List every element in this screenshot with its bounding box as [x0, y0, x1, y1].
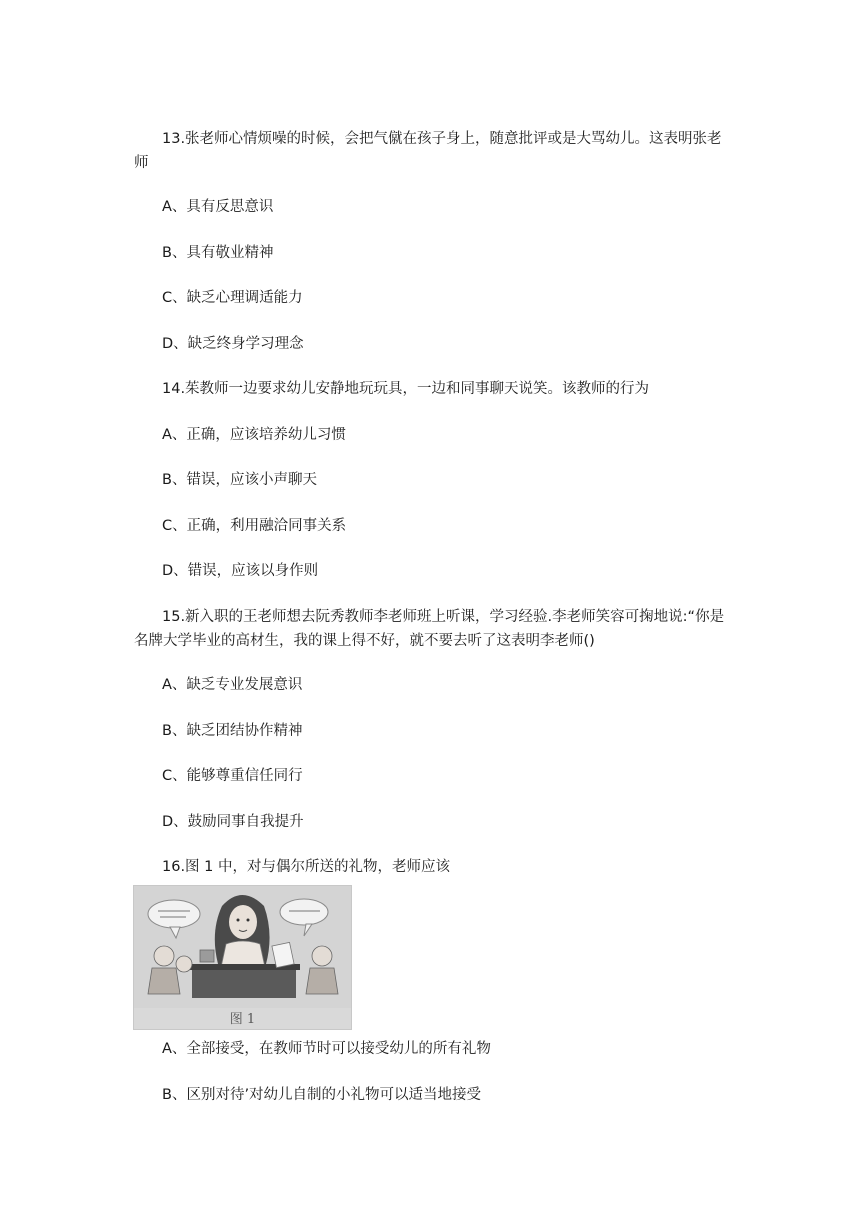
question-13-option-b: B、具有敬业精神 [162, 245, 274, 261]
question-14-option-d: D、错误，应该以身作则 [162, 563, 319, 579]
question-16-option-b: B、区别对待’对幼儿自制的小礼物可以适当地接受 [162, 1087, 482, 1103]
question-13-option-c: C、缺乏心理调适能力 [162, 290, 303, 306]
question-14-stem: 14.茱教师一边要求幼儿安静地玩玩具，一边和同事聊天说笑。该教师的行为 [162, 381, 650, 397]
figure-1-illustration [133, 885, 352, 1030]
question-14-option-a: A、正确，应该培养幼儿习惯 [162, 427, 346, 443]
question-13-stem: 13.张老师心情烦噪的时候，会把气僦在孩子身上，随意批评或是大骂幼儿。这表明张老师 [134, 131, 722, 171]
question-13-option-d: D、缺乏终身学习理念 [162, 336, 304, 352]
question-15-option-c: C、能够尊重信任同行 [162, 768, 303, 784]
question-15-option-d: D、鼓励同事自我提升 [162, 814, 304, 830]
question-16-stem: 16.图 1 中，对与偶尔所送的礼物，老师应该 [162, 859, 451, 875]
teacher-gifts-cartoon [134, 886, 351, 1008]
question-16-option-a: A、全部接受，在教师节时可以接受幼儿的所有礼物 [162, 1041, 491, 1057]
question-14-option-b: B、错误，应该小声聊天 [162, 472, 317, 488]
question-15-option-b: B、缺乏团结协作精神 [162, 723, 303, 739]
question-14-option-c: C、正确，利用融洽同事关系 [162, 518, 347, 534]
question-15-stem: 15.新入职的王老师想去阮秀教师李老师班上听课，学习经验.李老师笑容可掬地说:“你是名牌大学毕业的高材生，我的课上得不好，就不要去听了这表明李老师() [134, 609, 725, 649]
question-15-option-a: A、缺乏专业发展意识 [162, 677, 303, 693]
figure-caption: 图 1 [229, 1012, 256, 1027]
question-13-option-a: A、具有反思意识 [162, 199, 274, 215]
